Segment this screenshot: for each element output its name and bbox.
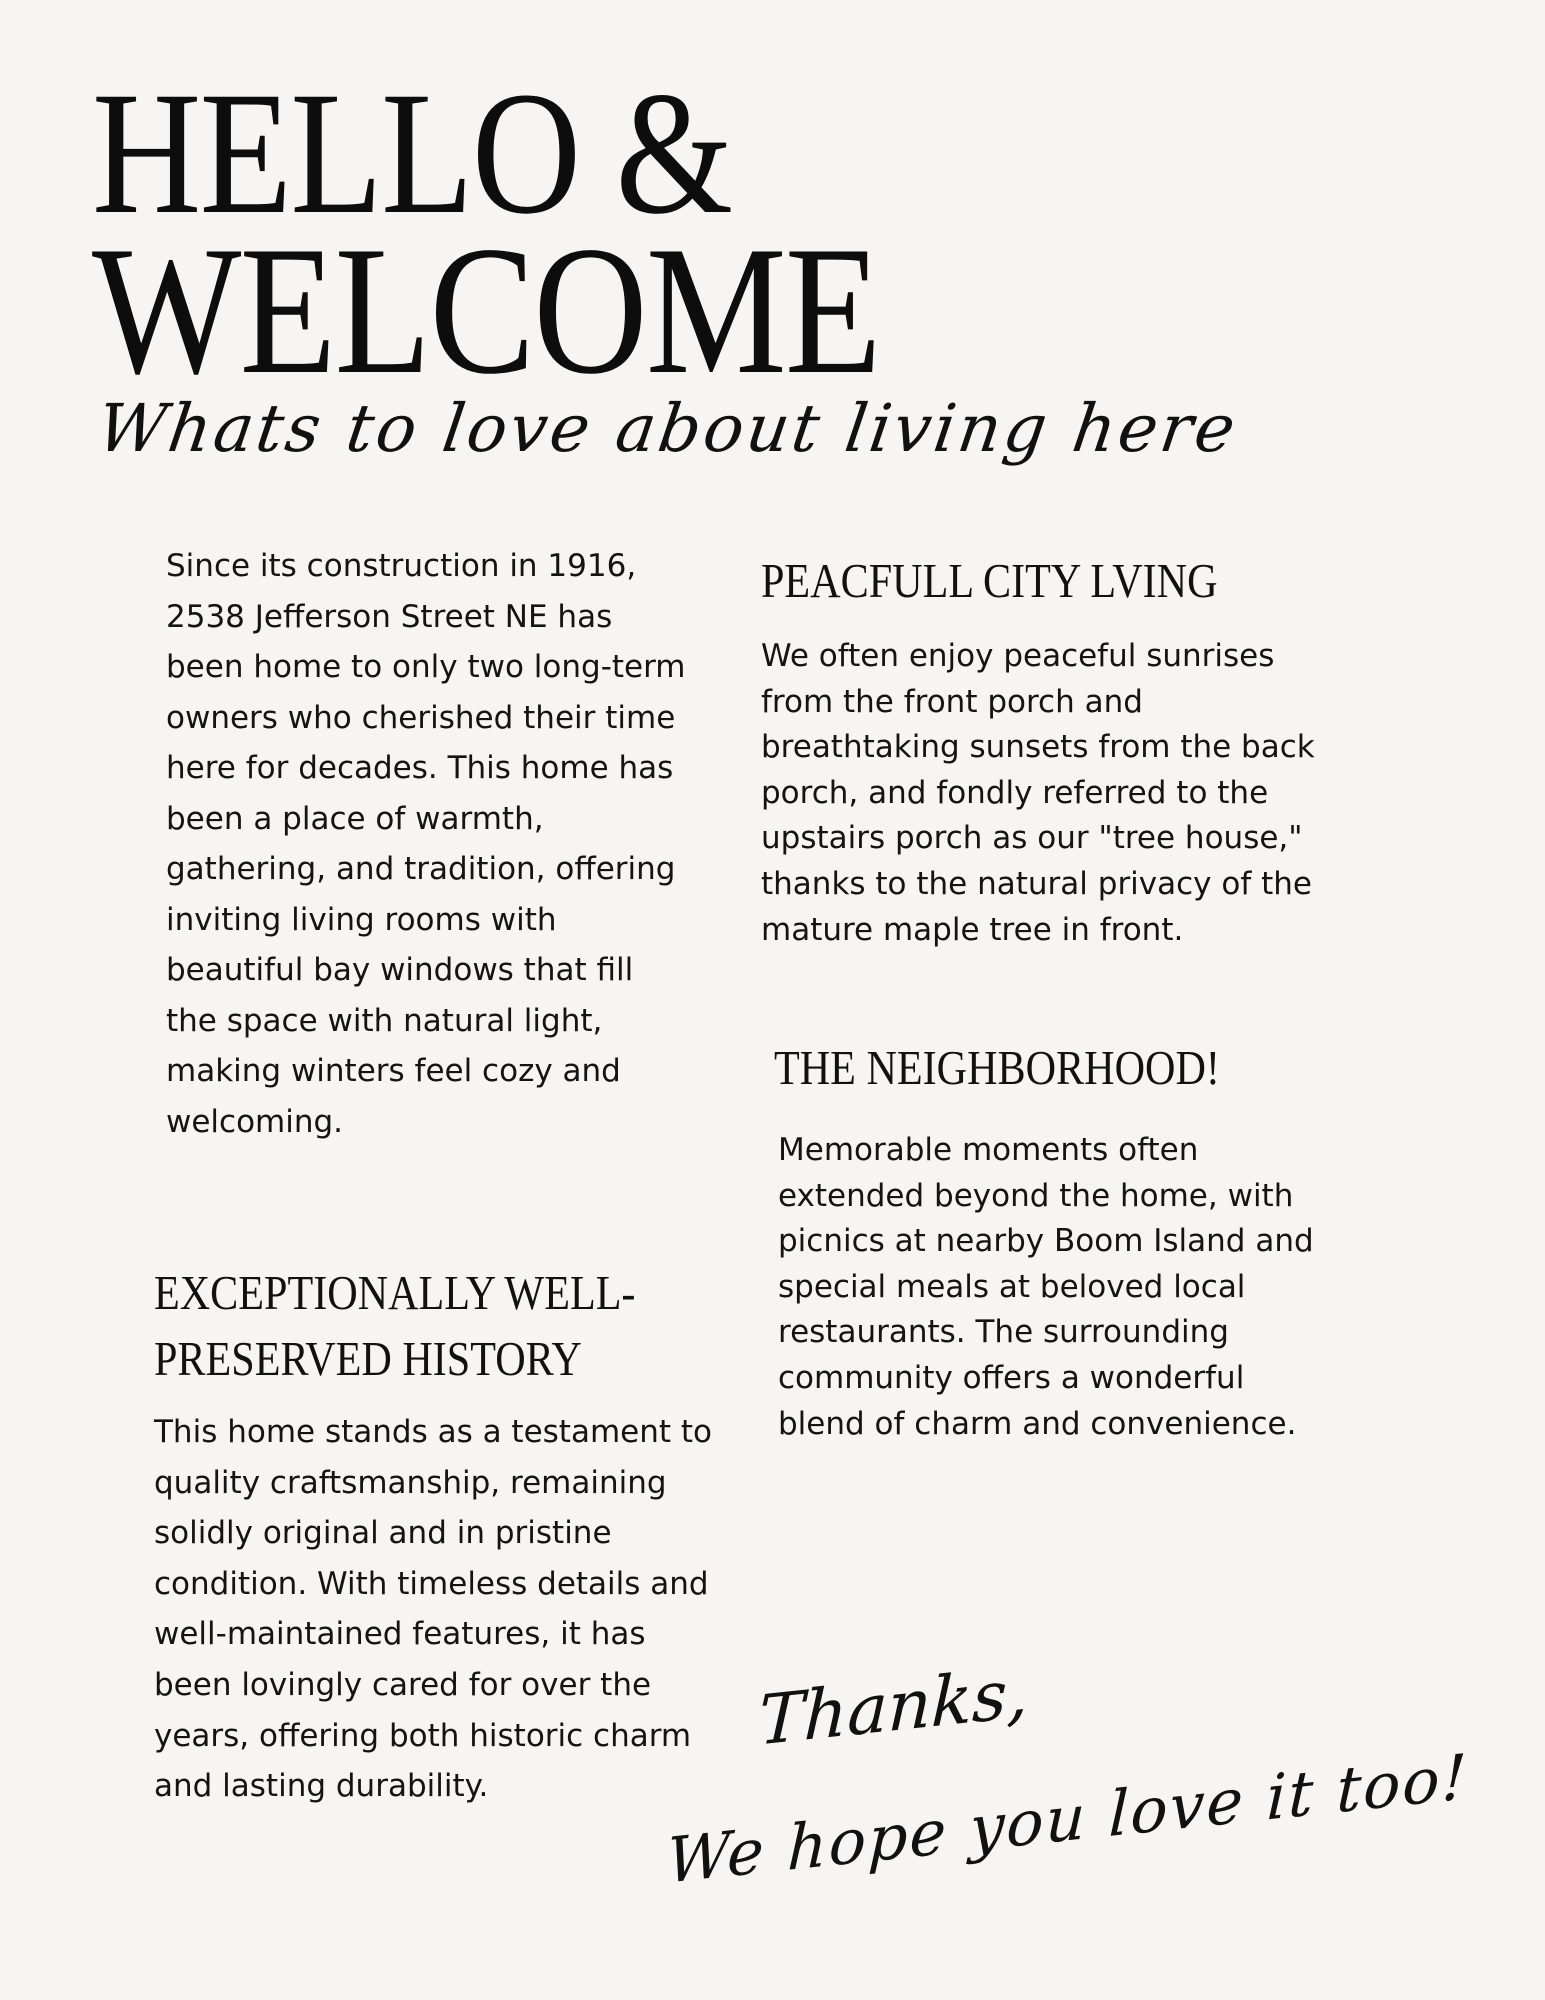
history-heading-line-1: EXCEPTIONALLY WELL- (154, 1265, 636, 1320)
history-heading-line-2: PRESERVED HISTORY (154, 1331, 582, 1386)
history-paragraph: This home stands as a testament to quality craftsmanship, remaining solidly original and in pristine condition. With timeless details and well-maintained features, it has been lovingly cared for over the years, offering both historic charm and lasting durability. (154, 1414, 712, 1805)
title-line-2: WELCOME (92, 208, 880, 412)
neighborhood-heading: THE NEIGHBORHOOD! (774, 1040, 1220, 1095)
intro-paragraph: Since its construction in 1916, 2538 Jefferson Street NE has been home to only two long-term owners who cherished their time here for decades. This home has been a place of warmth, gathering, and tradition, offering inviting living rooms with beautiful bay windows that fill the space with natural light, making winters feel cozy and welcoming. (166, 548, 686, 1140)
script-thanks: Thanks, (757, 1653, 1030, 1762)
history-heading (154, 1260, 635, 1392)
peaceful-heading: PEACFULL CITY LVING (761, 553, 1218, 608)
neighborhood-paragraph: Memorable moments often extended beyond the home, with picnics at nearby Boom Island and special meals at beloved local restaurants. The surrounding community offers a wonderful blend of charm and convenience. (778, 1132, 1314, 1442)
peaceful-paragraph: We often enjoy peaceful sunrises from the front porch and breathtaking sunsets from the back porch, and fondly referred to the upstairs porch as our "tree house," thanks to the natural privacy of the mature maple tree in front. (761, 638, 1315, 948)
script-tagline: Whats to love about living here (92, 390, 1243, 467)
script-signoff: We hope you love it too! (665, 1739, 1470, 1898)
title-line-1: HELLO & (92, 56, 732, 251)
